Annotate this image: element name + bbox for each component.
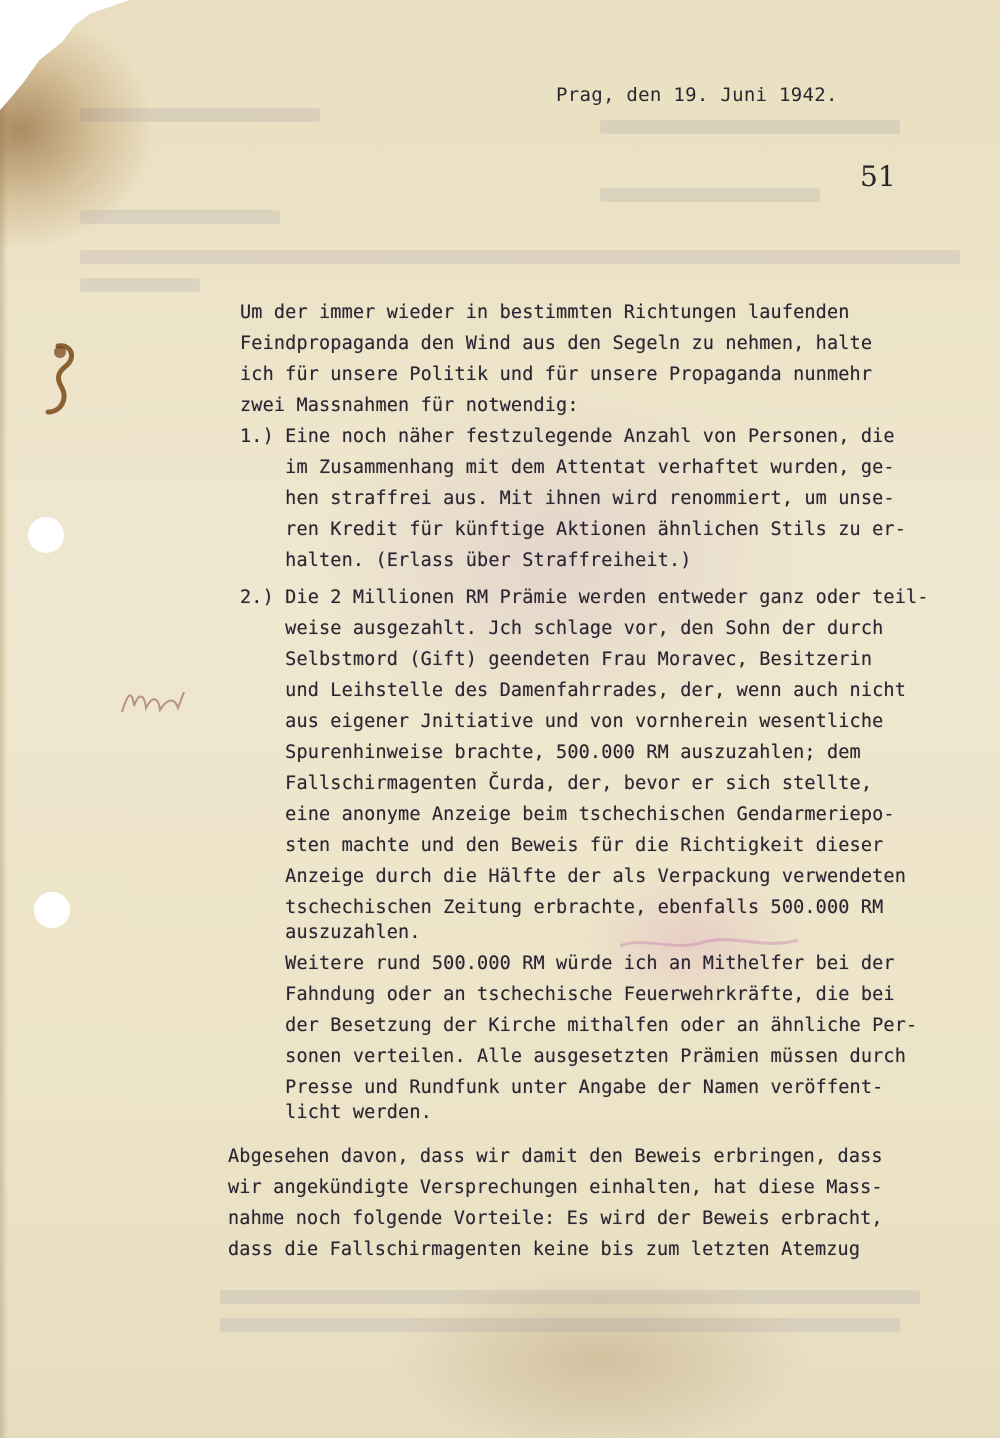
date-line: Prag, den 19. Juni 1942.: [556, 84, 838, 106]
list-item-2-line: Spurenhinweise brachte, 500.000 RM auszuzahlen; dem: [240, 742, 861, 763]
list-item-2-line: Anzeige durch die Hälfte der als Verpackung verwendeten: [240, 866, 906, 887]
list-item-2-line: auszuzahlen.: [240, 922, 421, 943]
list-item-2-line: eine anonyme Anzeige beim tschechischen Gendarmeriepo-: [240, 804, 895, 825]
body-text-line: dass die Fallschirmagenten keine bis zum letzten Atemzug: [228, 1239, 861, 1260]
body-text-line: wir angekündigte Versprechungen einhalten, hat diese Mass-: [228, 1177, 883, 1198]
paper-edge-shadow: [0, 0, 8, 1438]
page-number: 51: [860, 160, 896, 193]
body-text-line: ich für unsere Politik und für unsere Propaganda nunmehr: [240, 364, 873, 385]
show-through-mark: [80, 278, 200, 292]
list-item-2-line: 2.) Die 2 Millionen RM Prämie werden entweder ganz oder teil-: [240, 587, 929, 608]
list-item-2-cont-line: licht werden.: [240, 1102, 432, 1123]
body-text-line: nahme noch folgende Vorteile: Es wird der Beweis erbracht,: [228, 1208, 883, 1229]
punch-hole: [34, 892, 70, 928]
list-item-1-line: halten. (Erlass über Straffreiheit.): [240, 550, 692, 571]
list-item-1-line: hen straffrei aus. Mit ihnen wird renommiert, um unse-: [240, 488, 895, 509]
list-item-2-line: Fallschirmagenten Čurda, der, bevor er sich stellte,: [240, 773, 873, 794]
list-item-1-line: ren Kredit für künftige Aktionen ähnlichen Stils zu er-: [240, 519, 906, 540]
show-through-mark: [80, 210, 280, 224]
show-through-mark: [80, 108, 320, 122]
list-item-2-cont-line: Fahndung oder an tschechische Feuerwehrkräfte, die bei: [240, 984, 895, 1005]
list-item-2-line: weise ausgezahlt. Jch schlage vor, den Sohn der durch: [240, 618, 884, 639]
list-item-2-cont-line: der Besetzung der Kirche mithalfen oder an ähnliche Per-: [240, 1015, 918, 1036]
list-item-2-cont-line: sonen verteilen. Alle ausgesetzten Prämien müssen durch: [240, 1046, 906, 1067]
show-through-mark: [220, 1290, 920, 1304]
show-through-mark: [220, 1318, 900, 1332]
list-item-2-line: Selbstmord (Gift) geendeten Frau Moravec, Besitzerin: [240, 649, 873, 670]
list-item-2-line: tschechischen Zeitung erbrachte, ebenfalls 500.000 RM: [240, 897, 884, 918]
body-text-line: Um der immer wieder in bestimmten Richtungen laufenden: [240, 302, 850, 323]
list-item-2-line: und Leihstelle des Damenfahrrades, der, wenn auch nicht: [240, 680, 906, 701]
list-item-1-line: im Zusammenhang mit dem Attentat verhaftet wurden, ge-: [240, 457, 895, 478]
body-text-line: Abgesehen davon, dass wir damit den Beweis erbringen, dass: [228, 1146, 883, 1167]
rust-stain: [38, 338, 80, 418]
body-text-line: zwei Massnahmen für notwendig:: [240, 395, 579, 416]
punch-hole: [28, 517, 64, 553]
list-item-2-cont-line: Presse und Rundfunk unter Angabe der Namen veröffent-: [240, 1077, 884, 1098]
list-item-2-cont-line: Weitere rund 500.000 RM würde ich an Mithelfer bei der: [240, 953, 895, 974]
show-through-mark: [600, 188, 820, 202]
list-item-2-line: sten machte und den Beweis für die Richtigkeit dieser: [240, 835, 884, 856]
show-through-mark: [80, 250, 960, 264]
list-item-1-line: 1.) Eine noch näher festzulegende Anzahl von Personen, die: [240, 426, 895, 447]
margin-scribble: [118, 682, 198, 722]
show-through-mark: [600, 120, 900, 134]
body-text-line: Feindpropaganda den Wind aus den Segeln zu nehmen, halte: [240, 333, 873, 354]
torn-corner: [0, 0, 130, 110]
list-item-2-line: aus eigener Jnitiative und von vornherein wesentliche: [240, 711, 884, 732]
